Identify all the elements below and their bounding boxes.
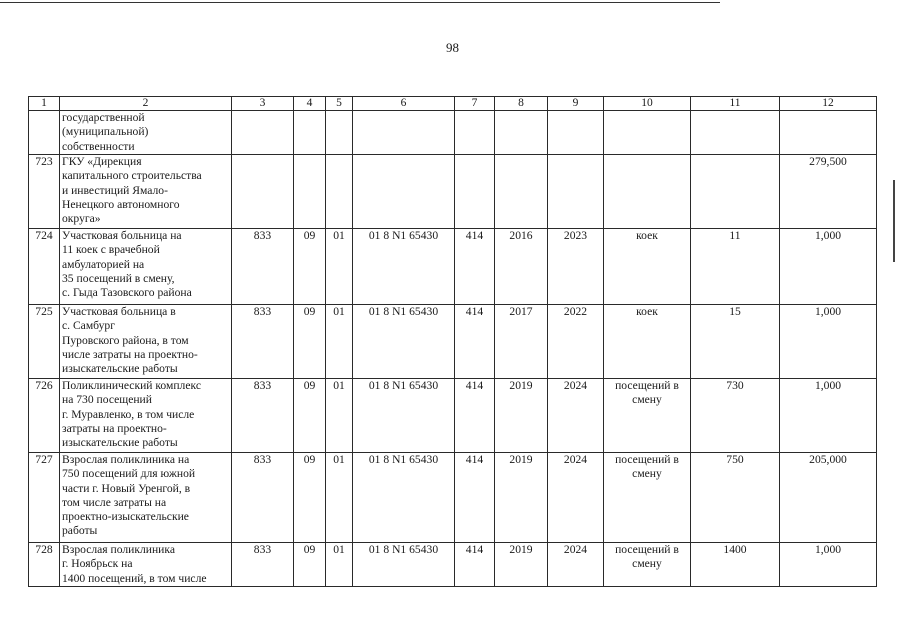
description-line: 11 коек с врачебной — [62, 243, 160, 257]
description-line: работы — [62, 524, 98, 538]
subsection-code: 01 — [326, 453, 353, 543]
description-line: 35 посещений в смену, — [62, 271, 175, 285]
description-line: собственности — [62, 139, 135, 153]
col-header: 8 — [495, 97, 548, 111]
capacity-value: 11 — [691, 229, 780, 305]
description-line: части г. Новый Уренгой, в — [62, 481, 191, 495]
description-line: государственной — [62, 111, 145, 124]
cell-empty — [548, 111, 604, 155]
subsection-code — [326, 155, 353, 229]
unit-cell — [604, 379, 691, 453]
description-line: г. Ноябрьск на — [62, 557, 133, 571]
budget-table — [28, 96, 877, 587]
row-number: 725 — [29, 305, 60, 379]
start-year: 2016 — [495, 229, 548, 305]
continuation-row — [29, 111, 877, 155]
section-code — [294, 155, 326, 229]
unit-cell — [604, 229, 691, 305]
description-cell — [60, 305, 232, 379]
cell-empty — [326, 111, 353, 155]
margin-mark — [893, 180, 895, 262]
description-line: ГКУ «Дирекция — [62, 155, 142, 168]
target-article — [353, 155, 455, 229]
section-code: 09 — [294, 305, 326, 379]
col-header: 9 — [548, 97, 604, 111]
row-number: 728 — [29, 543, 60, 587]
description-line: Взрослая поликлиника — [62, 543, 175, 556]
col-header: 5 — [326, 97, 353, 111]
start-year: 2019 — [495, 543, 548, 587]
unit-cell — [604, 453, 691, 543]
capacity-value: 15 — [691, 305, 780, 379]
unit-line: посещений в — [615, 543, 679, 556]
description-line: (муниципальной) — [62, 125, 149, 139]
unit-line: смену — [632, 467, 662, 480]
cell-empty — [29, 111, 60, 155]
ministry-code: 833 — [232, 305, 294, 379]
description-line: Участковая больница на — [62, 229, 182, 242]
description-line: и инвестиций Ямало- — [62, 183, 168, 197]
description-line: с. Самбург — [62, 319, 115, 333]
unit-line: посещений в — [615, 379, 679, 392]
capacity-value: 730 — [691, 379, 780, 453]
row-number: 727 — [29, 453, 60, 543]
description-cell — [60, 453, 232, 543]
target-article: 01 8 N1 65430 — [353, 305, 455, 379]
ministry-code: 833 — [232, 229, 294, 305]
ministry-code: 833 — [232, 379, 294, 453]
table-row — [29, 155, 877, 229]
unit-cell — [604, 155, 691, 229]
section-code: 09 — [294, 543, 326, 587]
end-year — [548, 155, 604, 229]
header-row — [29, 97, 877, 111]
unit-line: посещений в — [615, 453, 679, 466]
row-number: 724 — [29, 229, 60, 305]
expense-type: 414 — [455, 229, 495, 305]
unit-line: смену — [632, 557, 662, 570]
expense-type: 414 — [455, 543, 495, 587]
cell-empty — [691, 111, 780, 155]
page-number: 98 — [446, 40, 459, 55]
description-line: изыскательские работы — [62, 362, 178, 376]
amount-value: 279,500 — [780, 155, 877, 229]
description-line: проектно-изыскательские — [62, 510, 189, 524]
ministry-code: 833 — [232, 453, 294, 543]
amount-value: 1,000 — [780, 305, 877, 379]
amount-value: 1,000 — [780, 229, 877, 305]
section-code: 09 — [294, 453, 326, 543]
table-row — [29, 229, 877, 305]
description-line: Пуровского района, в том — [62, 333, 189, 347]
section-code: 09 — [294, 379, 326, 453]
description-cell — [60, 155, 232, 229]
col-header: 6 — [353, 97, 455, 111]
end-year: 2024 — [548, 543, 604, 587]
description-line: 750 посещений для южной — [62, 467, 196, 481]
description-line: на 730 посещений — [62, 393, 152, 407]
table-row — [29, 305, 877, 379]
description-line: с. Гыда Тазовского района — [62, 286, 192, 300]
target-article: 01 8 N1 65430 — [353, 453, 455, 543]
amount-value: 1,000 — [780, 543, 877, 587]
description-line: Взрослая поликлиника на — [62, 453, 190, 466]
target-article: 01 8 N1 65430 — [353, 229, 455, 305]
description-cell — [60, 543, 232, 587]
subsection-code: 01 — [326, 543, 353, 587]
ministry-code — [232, 155, 294, 229]
row-number: 726 — [29, 379, 60, 453]
subsection-code: 01 — [326, 305, 353, 379]
table-row — [29, 453, 877, 543]
start-year: 2019 — [495, 453, 548, 543]
description-cell — [60, 379, 232, 453]
end-year: 2022 — [548, 305, 604, 379]
cell-empty — [495, 111, 548, 155]
end-year: 2024 — [548, 379, 604, 453]
table-row — [29, 379, 877, 453]
description-line: 1400 посещений, в том числе — [62, 571, 207, 585]
subsection-code: 01 — [326, 229, 353, 305]
table-row — [29, 543, 877, 587]
amount-value: 205,000 — [780, 453, 877, 543]
expense-type: 414 — [455, 305, 495, 379]
description-cell — [60, 111, 232, 155]
cell-empty — [353, 111, 455, 155]
cell-empty — [455, 111, 495, 155]
col-header: 2 — [60, 97, 232, 111]
description-line: том числе затраты на — [62, 495, 167, 509]
subsection-code: 01 — [326, 379, 353, 453]
description-line: затраты на проектно- — [62, 421, 167, 435]
expense-type — [455, 155, 495, 229]
description-line: Участковая больница в — [62, 305, 176, 318]
col-header: 7 — [455, 97, 495, 111]
description-line: изыскательские работы — [62, 436, 178, 450]
start-year: 2017 — [495, 305, 548, 379]
col-header: 1 — [29, 97, 60, 111]
start-year: 2019 — [495, 379, 548, 453]
unit-cell — [604, 305, 691, 379]
target-article: 01 8 N1 65430 — [353, 543, 455, 587]
ministry-code: 833 — [232, 543, 294, 587]
unit-cell — [604, 543, 691, 587]
end-year: 2023 — [548, 229, 604, 305]
capacity-value: 750 — [691, 453, 780, 543]
description-line: Ненецкого автономного — [62, 197, 180, 211]
expense-type: 414 — [455, 453, 495, 543]
col-header: 12 — [780, 97, 877, 111]
expense-type: 414 — [455, 379, 495, 453]
cell-empty — [294, 111, 326, 155]
description-line: Поликлинический комплекс — [62, 379, 201, 392]
description-line: числе затраты на проектно- — [62, 347, 198, 361]
unit-line: смену — [632, 393, 662, 406]
end-year: 2024 — [548, 453, 604, 543]
capacity-value — [691, 155, 780, 229]
col-header: 3 — [232, 97, 294, 111]
section-code: 09 — [294, 229, 326, 305]
capacity-value: 1400 — [691, 543, 780, 587]
unit-line: коек — [636, 305, 658, 318]
col-header: 11 — [691, 97, 780, 111]
description-cell — [60, 229, 232, 305]
unit-line: коек — [636, 229, 658, 242]
description-line: капитального строительства — [62, 169, 202, 183]
start-year — [495, 155, 548, 229]
col-header: 10 — [604, 97, 691, 111]
cell-empty — [780, 111, 877, 155]
top-rule — [0, 2, 720, 3]
description-line: г. Муравленко, в том числе — [62, 407, 195, 421]
col-header: 4 — [294, 97, 326, 111]
row-number: 723 — [29, 155, 60, 229]
target-article: 01 8 N1 65430 — [353, 379, 455, 453]
cell-empty — [604, 111, 691, 155]
description-line: амбулаторией на — [62, 257, 145, 271]
description-line: округа» — [62, 212, 101, 226]
amount-value: 1,000 — [780, 379, 877, 453]
cell-empty — [232, 111, 294, 155]
